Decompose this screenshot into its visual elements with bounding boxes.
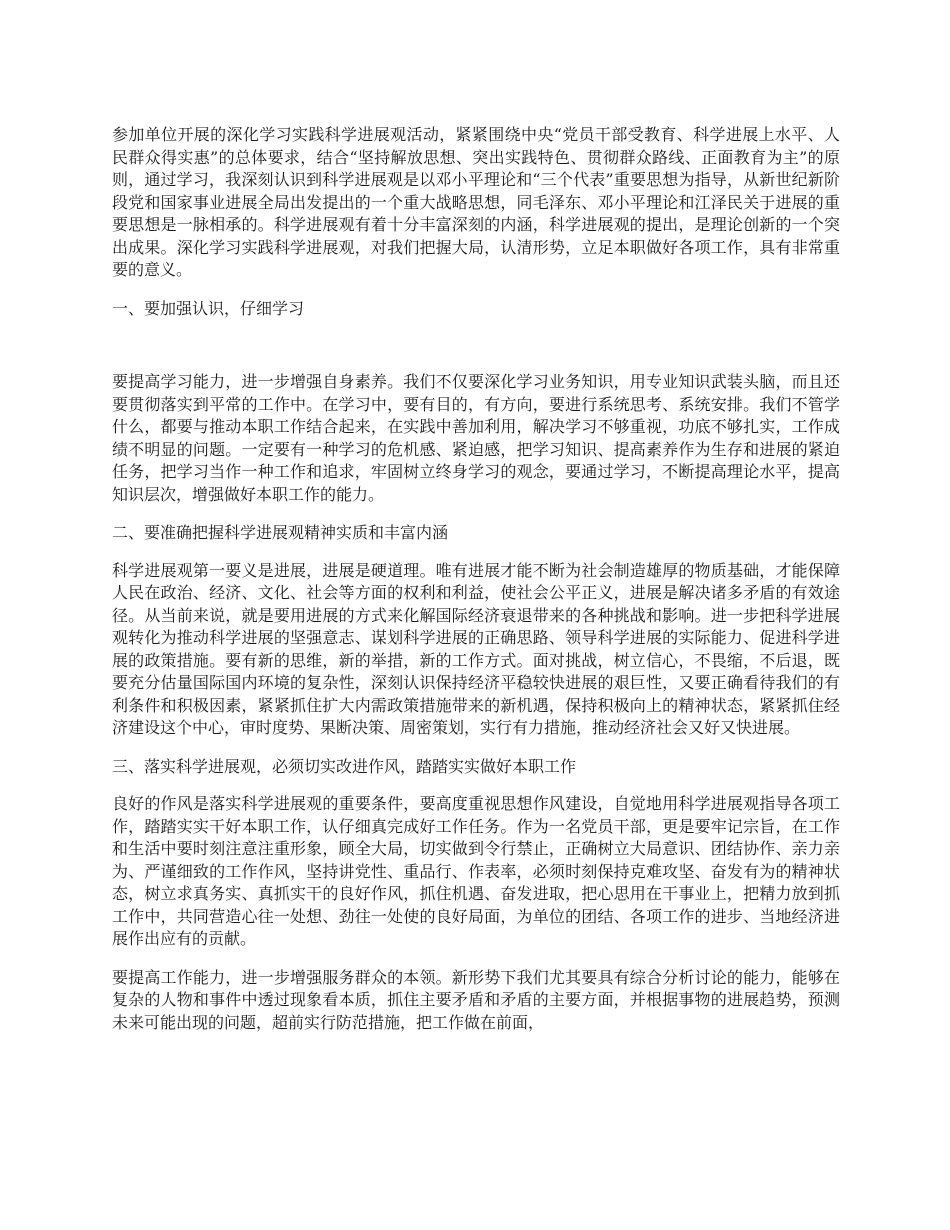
work-ability-paragraph: 要提高工作能力，进一步增强服务群众的本领。新形势下我们尤其要具有综合分析讨论的能力，能够在复杂的人物和事件中透过现象看本质，抓住主要矛盾和矛盾的主要方面，并根据事物的进展趋势，预测未来可能出现的问题，超前实行防范措施，把工作做在前面， xyxy=(112,967,840,1032)
section-heading-2: 二、要准确把握科学进展观精神实质和丰富内涵 xyxy=(112,523,449,542)
development-paragraph: 科学进展观第一要义是进展，进展是硬道理。唯有进展才能不断为社会制造雄厚的物质基础，才能保障人民在政治、经济、文化、社会等方面的权利和利益，使社会公平正义，进展是解决诸多矛盾的有效途径。从当前来说，就是要用进展的方式来化解国际经济衰退带来的各种挑战和影响。进一步把科学进展观转化为推动科学进展的坚强意志、谋划科学进展的正确思路、领导科学进展的实际能力、促进科学进展的政策措施。要有新的思维，新的举措，新的工作方式。面对挑战，树立信心，不畏缩，不后退，既要充分估量国际国内环境的复杂性，深刻认识保持经济平稳较快进展的艰巨性，又要正确看待我们的有利条件和积极因素，紧紧抓住扩大内需政策措施带来的新机遇，保持积极向上的精神状态，紧紧抓住经济建设这个中心，审时度势、果断决策、周密策划，实行有力措施，推动经济社会又好又快进展。 xyxy=(112,560,840,737)
section-heading-1: 一、要加强认识，仔细学习 xyxy=(112,298,305,318)
document-body xyxy=(112,124,840,1034)
study-ability-paragraph: 要提高学习能力，进一步增强自身素养。我们不仅要深化学习业务知识，用专业知识武装头脑，而且还要贯彻落实到平常的工作中。在学习中，要有目的，有方向，要进行系统思考、系统安排。我们不管学什么，都要与推动本职工作结合起来，在实践中善加利用，解决学习不够重视，功底不够扎实，工作成绩不明显的问题。一定要有一种学习的危机感、紧迫感，把学习知识、提高素养作为生存和进展的紧迫任务，把学习当作一种工作和追求，牢固树立终身学习的观念，要通过学习，不断提高理论水平，提高知识层次，增强做好本职工作的能力。 xyxy=(112,372,840,504)
intro-paragraph: 参加单位开展的深化学习实践科学进展观活动，紧紧围绕中央“党员干部受教育、科学进展上水平、人民群众得实惠”的总体要求，结合“坚持解放思想、突出实践特色、贯彻群众路线、正面教育为主”的原则，通过学习，我深刻认识到科学进展观是以邓小平理论和“三个代表”重要思想为指导，从新世纪新阶段党和国家事业进展全局出发提出的一个重大战略思想，同毛泽东、邓小平理论和江泽民关于进展的重要思想是一脉相承的。科学进展观有着十分丰富深刻的内涵，科学进展观的提出，是理论创新的一个突出成果。深化学习实践科学进展观，对我们把握大局，认清形势，立足本职做好各项工作，具有非常重要的意义。 xyxy=(112,125,840,279)
section-heading-3: 三、落实科学进展观，必须切实改进作风，踏踏实实做好本职工作 xyxy=(112,756,577,776)
work-style-paragraph: 良好的作风是落实科学进展观的重要条件，要高度重视思想作风建设，自觉地用科学进展观指导各项工作，踏踏实实干好本职工作，认仔细真完成好工作任务。作为一名党员干部，更是要牢记宗旨，在工作和生活中要时刻注意注重形象，顾全大局，切实做到令行禁止，正确树立大局意识、团结协作、亲力亲为、严谨细致的工作作风，坚持讲党性、重品行、作表率，必须时刻保持克难攻坚、奋发有为的精神状态，树立求真务实、真抓实干的良好作风，抓住机遇、奋发进取，把心思用在干事业上，把精力放到抓工作中，共同营造心往一处想、劲往一处使的良好局面，为单位的团结、各项工作的进步、当地经济进展作出应有的贡献。 xyxy=(112,794,840,948)
